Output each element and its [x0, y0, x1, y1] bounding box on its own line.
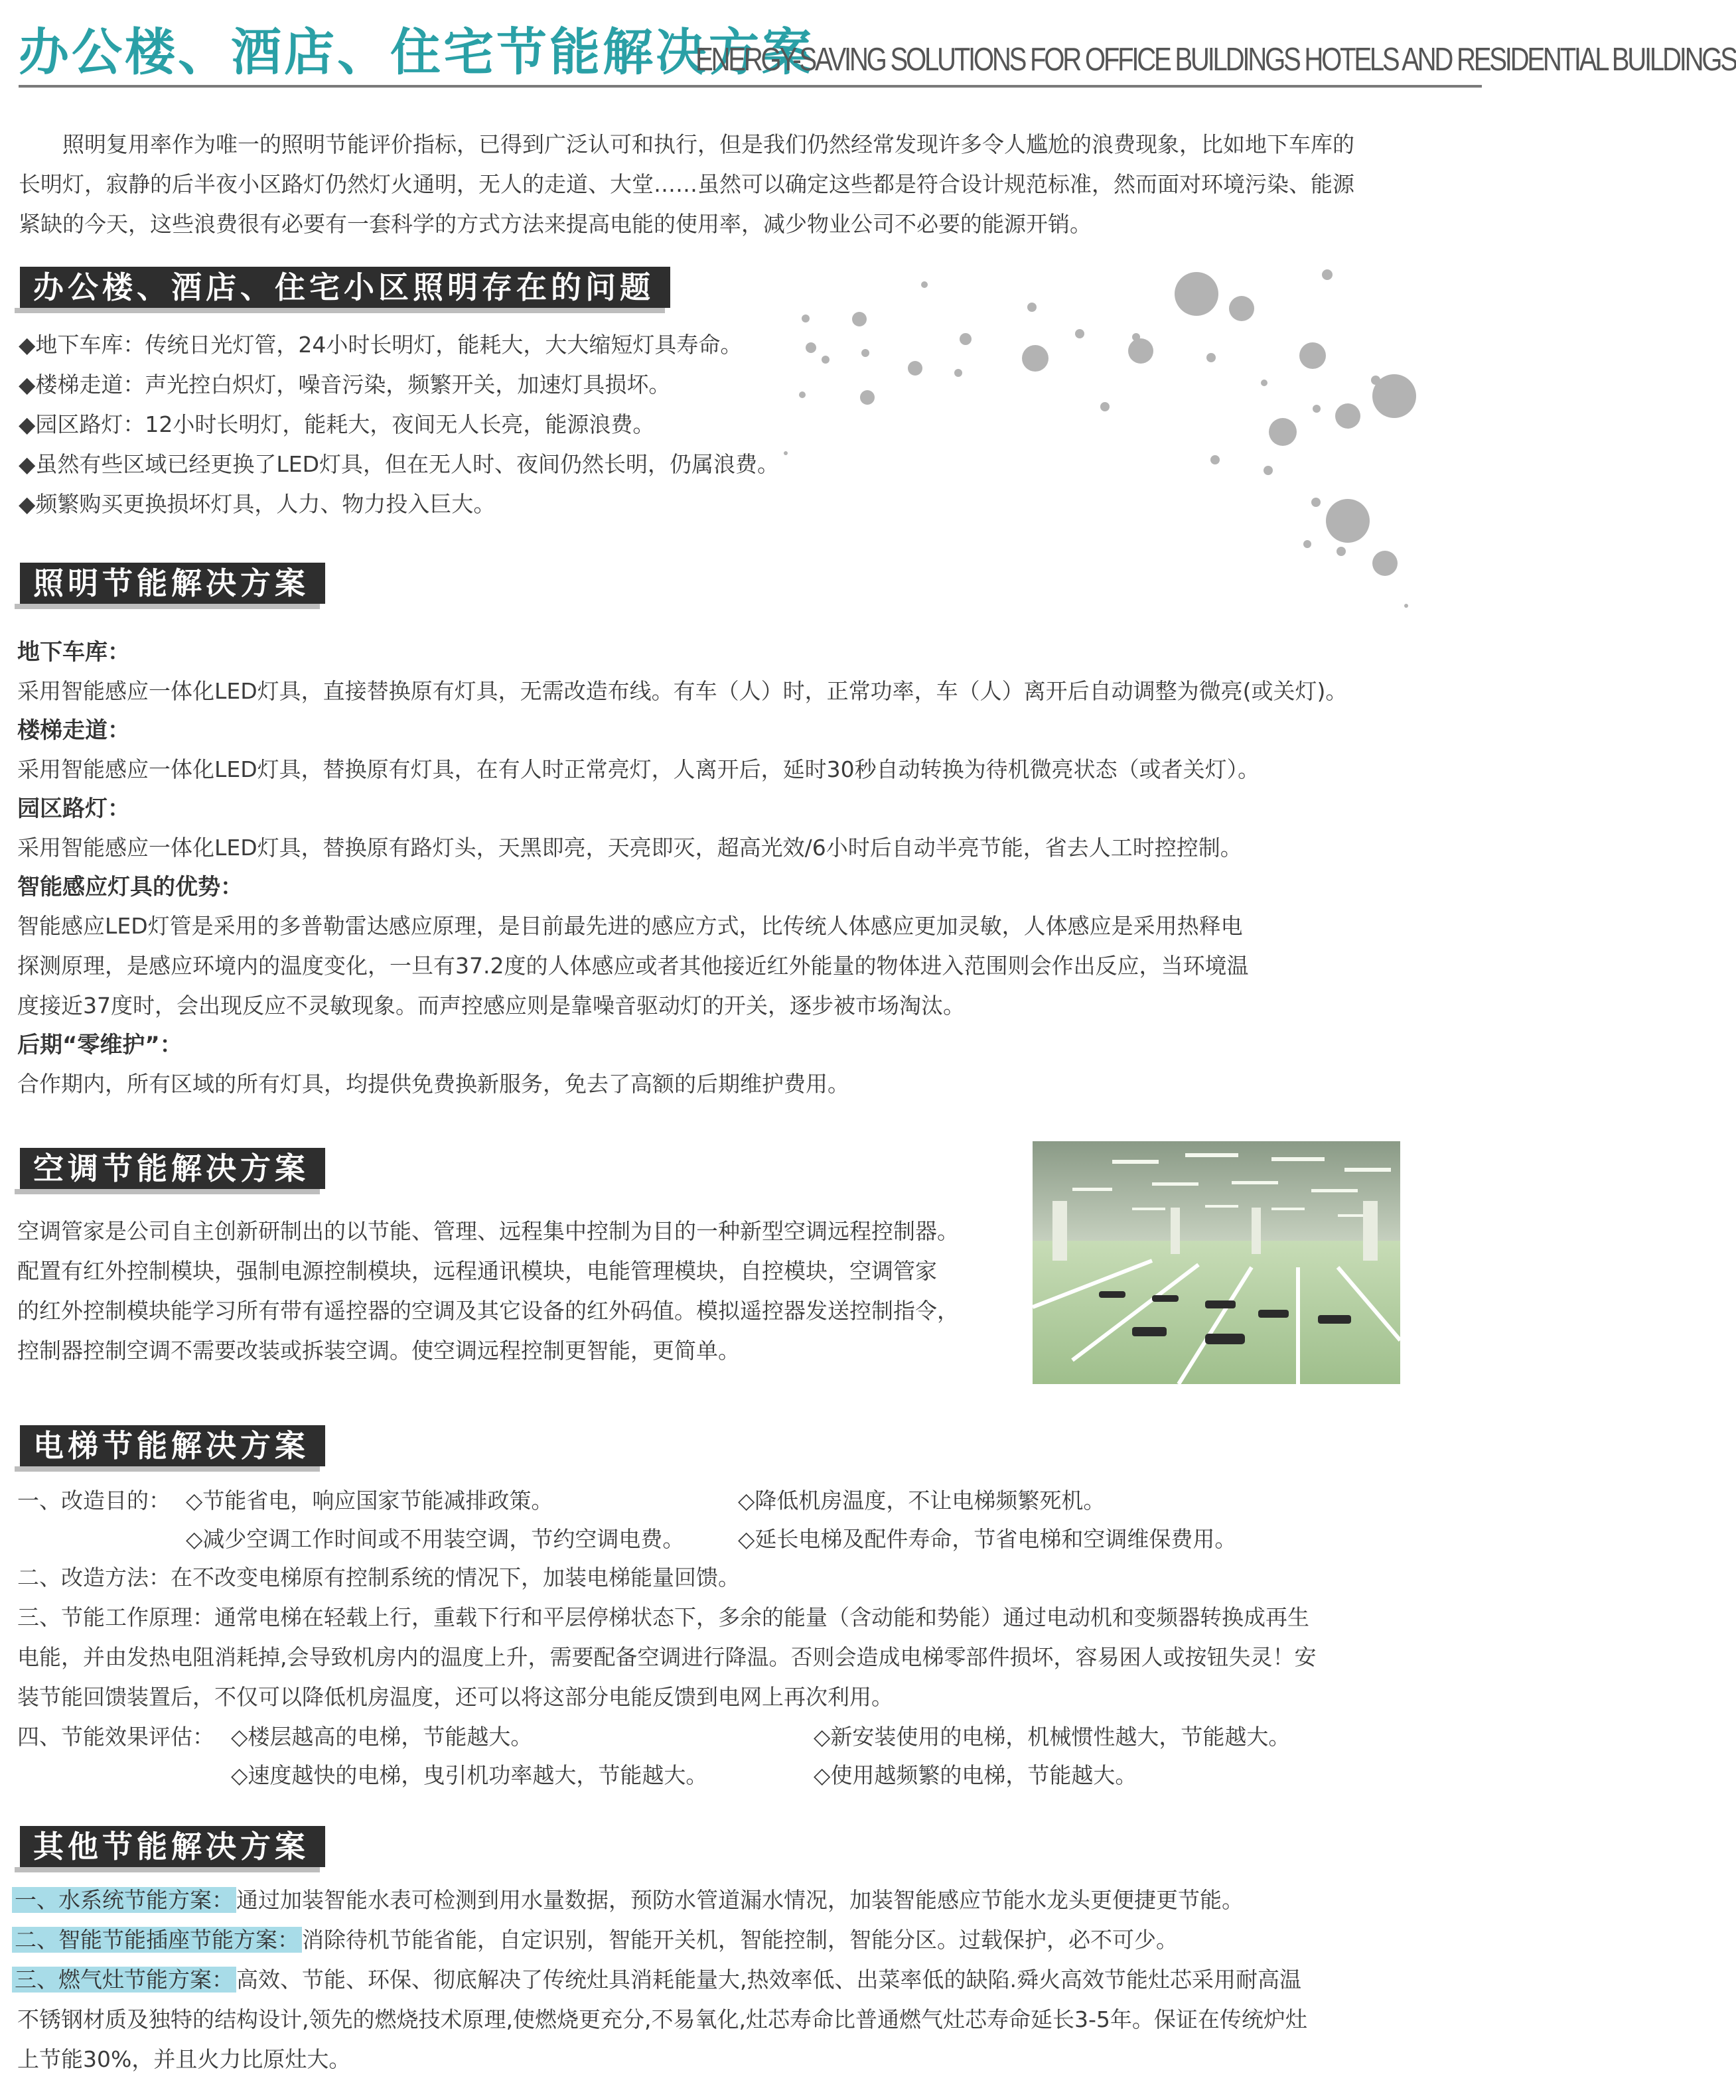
intro-line: 照明复用率作为唯一的照明节能评价指标，已得到广泛认可和执行，但是我们仍然经常发现许多令人尴尬的浪费现象，比如地下车库的: [62, 131, 1354, 157]
advantage-line: 探测原理，是感应环境内的温度变化，一旦有37.2度的人体感应或者其他接近红外能量的物体进入范围则会作出反应，当环境温: [17, 953, 1249, 979]
road-text: 采用智能感应一体化LED灯具，替换原有路灯头，天黑即亮，天亮即灭，超高光效/6小时后自动半亮节能，省去人工时控控制。: [17, 835, 1242, 861]
eval-item: ◇使用越频繁的电梯，节能越大。: [814, 1762, 1137, 1788]
goal-label: 一、改造目的：: [17, 1488, 171, 1513]
decor-dot: [954, 369, 962, 377]
decor-dot: [1326, 499, 1370, 543]
eval-item: ◇新安装使用的电梯，机械惯性越大，节能越大。: [814, 1724, 1291, 1750]
socket-label: 二、智能节能插座节能方案：: [12, 1927, 302, 1953]
decor-dot: [784, 451, 788, 455]
decor-dot: [1311, 498, 1321, 507]
water-label: 一、水系统节能方案：: [12, 1887, 236, 1913]
decor-dot: [1372, 374, 1416, 418]
list-item: ◆虽然有些区域已经更换了LED灯具，但在无人时、夜间仍然长明，仍属浪费。: [19, 451, 780, 477]
decor-dot: [960, 333, 972, 345]
list-item: ◆地下车库：传统日光灯管，24小时长明灯，能耗大，大大缩短灯具寿命。: [19, 332, 743, 358]
stove-text: 高效、节能、环保、彻底解决了传统灶具消耗能量大,热效率低、出菜率低的缺陷.舜火高效节能灶芯采用耐高温: [236, 1967, 1301, 1993]
eval-label: 四、节能效果评估：: [17, 1724, 214, 1750]
aircon-line: 空调管家是公司自主创新研制出的以节能、管理、远程集中控制为目的一种新型空调远程控制器。: [17, 1218, 959, 1244]
garage-photo: [1033, 1141, 1400, 1384]
lighting-section: [17, 633, 1490, 1104]
list-item: ◆园区路灯：12小时长明灯，能耗大，夜间无人长亮，能源浪费。: [19, 411, 655, 437]
list-item: ◆楼梯走道：声光控白炽灯，噪音污染，频繁开关，加速灯具损坏。: [19, 372, 671, 397]
maintenance-text: 合作期内，所有区域的所有灯具，均提供免费换新服务，免去了高额的后期维护费用。: [17, 1071, 849, 1097]
intro-line: 长明灯，寂静的后半夜小区路灯仍然灯火通明，无人的走道、大堂……虽然可以确定这些都是符合设计规范标准，然而面对环境污染、能源: [19, 171, 1354, 197]
stair-title: 楼梯走道：: [17, 717, 130, 744]
garage-text: 采用智能感应一体化LED灯具，直接替换原有灯具，无需改造布线。有车（人）时，正常功率，车（人）离开后自动调整为微亮(或关灯)。: [17, 678, 1348, 704]
decor-dot: [921, 281, 928, 288]
aircon-line: 的红外控制模块能学习所有带有遥控器的空调及其它设备的红外码值。模拟遥控器发送控制指令，: [17, 1298, 959, 1324]
decor-dot: [799, 391, 806, 398]
section-heading-aircon: 空调节能解决方案: [20, 1148, 325, 1189]
section-heading-problems: 办公楼、酒店、住宅小区照明存在的问题: [20, 267, 670, 308]
decor-dot: [1303, 540, 1311, 548]
principle-line: 三、节能工作原理：通常电梯在轻载上行，重载下行和平层停梯状态下，多余的能量（含动能和势能）通过电动机和变频器转换成再生: [17, 1604, 1309, 1630]
other-section: [12, 1880, 1492, 2079]
decor-dot: [1075, 329, 1084, 338]
decor-dot: [806, 342, 816, 353]
decor-dot: [1128, 338, 1153, 364]
decor-dot: [861, 349, 869, 357]
decor-dot: [1100, 402, 1110, 411]
decor-dot: [1335, 403, 1360, 429]
aircon-paragraph: [17, 1212, 959, 1371]
stove-line: 上节能30%，并且火力比原灶大。: [17, 2046, 351, 2072]
page-title: 办公楼、酒店、住宅节能解决方案: [19, 23, 815, 82]
decor-dot: [908, 361, 922, 376]
stair-text: 采用智能感应一体化LED灯具，替换原有灯具，在有人时正常亮灯，人离开后，延时30秒自动转换为待机微亮状态（或者关灯）。: [17, 756, 1260, 782]
decor-dot: [1264, 466, 1273, 475]
intro-paragraph: [19, 125, 1485, 244]
decor-dot: [1269, 418, 1297, 446]
section-heading-elevator: 电梯节能解决方案: [20, 1425, 325, 1466]
goal-item: ◇降低机房温度，不让电梯频繁死机。: [738, 1488, 1106, 1513]
decor-dot: [1175, 272, 1218, 316]
decor-dot: [1229, 296, 1254, 321]
section-heading-other: 其他节能解决方案: [20, 1826, 325, 1867]
garage-title: 地下车库：: [17, 639, 130, 665]
list-item: ◆频繁购买更换损坏灯具，人力、物力投入巨大。: [19, 491, 496, 517]
goal-item: ◇减少空调工作时间或不用装空调，节约空调电费。: [186, 1526, 685, 1552]
decor-dot: [1261, 380, 1267, 386]
section-heading-lighting: 照明节能解决方案: [20, 563, 325, 604]
eval-item: ◇速度越快的电梯，曳引机功率越大，节能越大。: [231, 1762, 708, 1788]
stove-label: 三、燃气灶节能方案：: [12, 1967, 236, 1993]
principle-line: 装节能回馈装置后，不仅可以降低机房温度，还可以将这部分电能反馈到电网上再次利用。: [17, 1684, 893, 1710]
decor-dot: [1404, 604, 1408, 608]
decor-dot: [1022, 345, 1049, 372]
decor-dot: [1210, 455, 1220, 464]
decor-dot: [802, 315, 810, 322]
advantage-title: 智能感应灯具的优势：: [17, 874, 243, 900]
advantage-line: 智能感应LED灯管是采用的多普勒雷达感应原理，是目前最先进的感应方式，比传统人体感应更加灵敏，人体感应是采用热释电: [17, 913, 1243, 939]
decor-dot: [1206, 353, 1216, 362]
advantage-line: 度接近37度时，会出现反应不灵敏现象。而声控感应则是靠噪音驱动灯的开关，逐步被市场淘汰。: [17, 993, 965, 1018]
maintenance-title: 后期“零维护”：: [17, 1032, 182, 1058]
decor-dot: [1027, 303, 1037, 312]
principle-line: 电能，并由发热电阻消耗掉,会导致机房内的温度上升，需要配备空调进行降温。否则会造成电梯零部件损坏，容易困人或按钮失灵！安: [17, 1644, 1317, 1670]
decor-dot: [852, 312, 867, 326]
decor-dot: [1322, 269, 1333, 280]
page-title-english: ENERGY-SAVING SOLUTIONS FOR OFFICE BUILDINGS HOTELS AND RESIDENTIAL BUILDINGS: [695, 42, 1736, 78]
aircon-line: 控制器控制空调不需要改装或拆装空调。使空调远程控制更智能，更简单。: [17, 1338, 740, 1364]
decor-dot: [1299, 342, 1326, 369]
aircon-line: 配置有红外控制模块，强制电源控制模块，远程通讯模块，电能管理模块，自控模块，空调管家: [17, 1258, 937, 1284]
method-text: 二、改造方法：在不改变电梯原有控制系统的情况下，加装电梯能量回馈。: [17, 1565, 740, 1590]
water-text: 通过加装智能水表可检测到用水量数据，预防水管道漏水情况，加装智能感应节能水龙头更便捷更节能。: [236, 1887, 1244, 1913]
stove-line: 不锈钢材质及独特的结构设计,领先的燃烧技术原理,使燃烧更充分,不易氧化,灶芯寿命比普通燃气灶芯寿命延长3-5年。保证在传统炉灶: [17, 2006, 1307, 2032]
decor-dot: [1372, 551, 1398, 576]
elevator-section: [17, 1481, 1490, 1786]
title-underline: [19, 85, 1482, 88]
road-title: 园区路灯：: [17, 796, 130, 822]
problems-list: [19, 325, 779, 524]
goal-item: ◇节能省电，响应国家节能减排政策。: [186, 1488, 553, 1513]
socket-text: 消除待机节能省能，自定识别，智能开关机，智能控制，智能分区。过载保护，必不可少。: [302, 1927, 1178, 1953]
decor-dot: [860, 390, 875, 405]
decor-dot: [1337, 547, 1346, 556]
eval-item: ◇楼层越高的电梯，节能越大。: [231, 1724, 533, 1750]
goal-item: ◇延长电梯及配件寿命，节省电梯和空调维保费用。: [738, 1526, 1237, 1552]
intro-line: 紧缺的今天，这些浪费很有必要有一套科学的方式方法来提高电能的使用率，减少物业公司不必要的能源开销。: [19, 211, 1092, 237]
decor-dot: [1313, 405, 1321, 413]
decorative-dots: [783, 259, 1447, 624]
decor-dot: [822, 356, 830, 364]
